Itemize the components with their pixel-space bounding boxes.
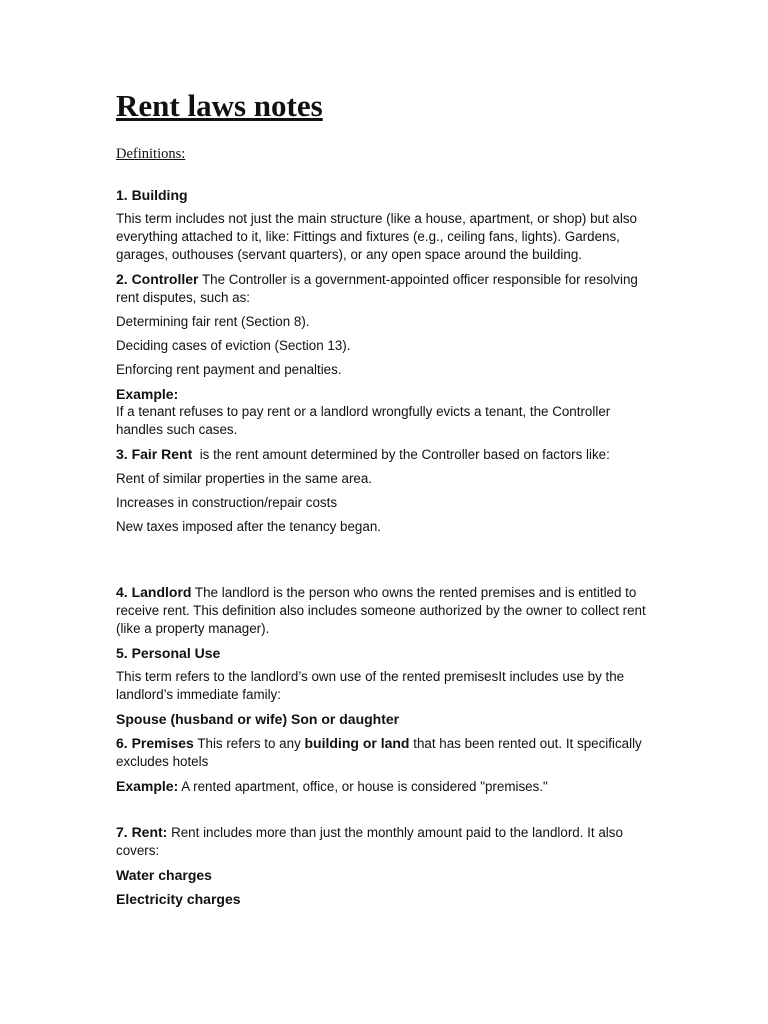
premises-text-b: that has been rented out. It specifically excludes hotels (116, 736, 642, 769)
controller-text: The Controller is a government-appointed officer responsible for resolving rent disputes, such as: (116, 272, 638, 305)
premises-paragraph (116, 734, 658, 771)
fair-rent-item: New taxes imposed after the tenancy began. (116, 519, 381, 534)
controller-item: Enforcing rent payment and penalties. (116, 362, 342, 377)
controller-example-label: Example: (116, 386, 179, 402)
fair-rent-paragraph (116, 445, 658, 464)
premises-example-text: A rented apartment, office, or house is considered "premises." (178, 779, 548, 794)
rent-item: Water charges (116, 867, 212, 883)
building-text: This term includes not just the main structure (like a house, apartment, or shop) but also everything attached to it, like: Fittings and fixtures (e.g., ceiling fans, lights). Gardens, garages, outhouses (servant quarters), or any open space around the building. (116, 211, 637, 262)
landlord-paragraph (116, 583, 658, 638)
rent-paragraph (116, 823, 658, 860)
fair-rent-text: is the rent amount determined by the Controller based on factors like: (192, 447, 610, 462)
landlord-heading: 4. Landlord (116, 584, 192, 600)
rent-text: Rent includes more than just the monthly amount paid to the landlord. It also covers: (116, 825, 623, 858)
landlord-text: The landlord is the person who owns the rented premises and is entitled to receive rent. This definition also includes someone authorized by the owner to collect rent (like a property manager). (116, 585, 646, 636)
fair-rent-heading: 3. Fair Rent (116, 446, 193, 462)
fair-rent-item: Rent of similar properties in the same area. (116, 471, 373, 486)
definitions-subtitle: Definitions: (116, 146, 186, 162)
premises-text-a: This refers to any (193, 736, 305, 751)
controller-paragraph (116, 270, 658, 307)
building-heading: 1. Building (116, 187, 188, 203)
controller-item: Deciding cases of eviction (Section 13). (116, 338, 351, 353)
controller-item: Determining fair rent (Section 8). (116, 314, 310, 329)
premises-bold-phrase: building or land (304, 735, 410, 751)
premises-heading: 6. Premises (116, 735, 194, 751)
personal-use-heading: 5. Personal Use (116, 645, 221, 661)
controller-heading: 2. Controller (116, 271, 199, 287)
premises-example-label: Example: (116, 778, 179, 794)
fair-rent-item: Increases in construction/repair costs (116, 495, 338, 510)
rent-heading: 7. Rent: (116, 824, 168, 840)
rent-item: Electricity charges (116, 891, 241, 907)
controller-example-text: If a tenant refuses to pay rent or a landlord wrongfully evicts a tenant, the Controller handles such cases. (116, 404, 611, 437)
personal-use-family: Spouse (husband or wife) Son or daughter (116, 711, 400, 727)
document-title: Rent laws notes (116, 88, 323, 123)
personal-use-text: This term refers to the landlord’s own use of the rented premisesIt includes use by the landlord’s immediate family: (116, 669, 625, 702)
premises-example (116, 777, 658, 796)
